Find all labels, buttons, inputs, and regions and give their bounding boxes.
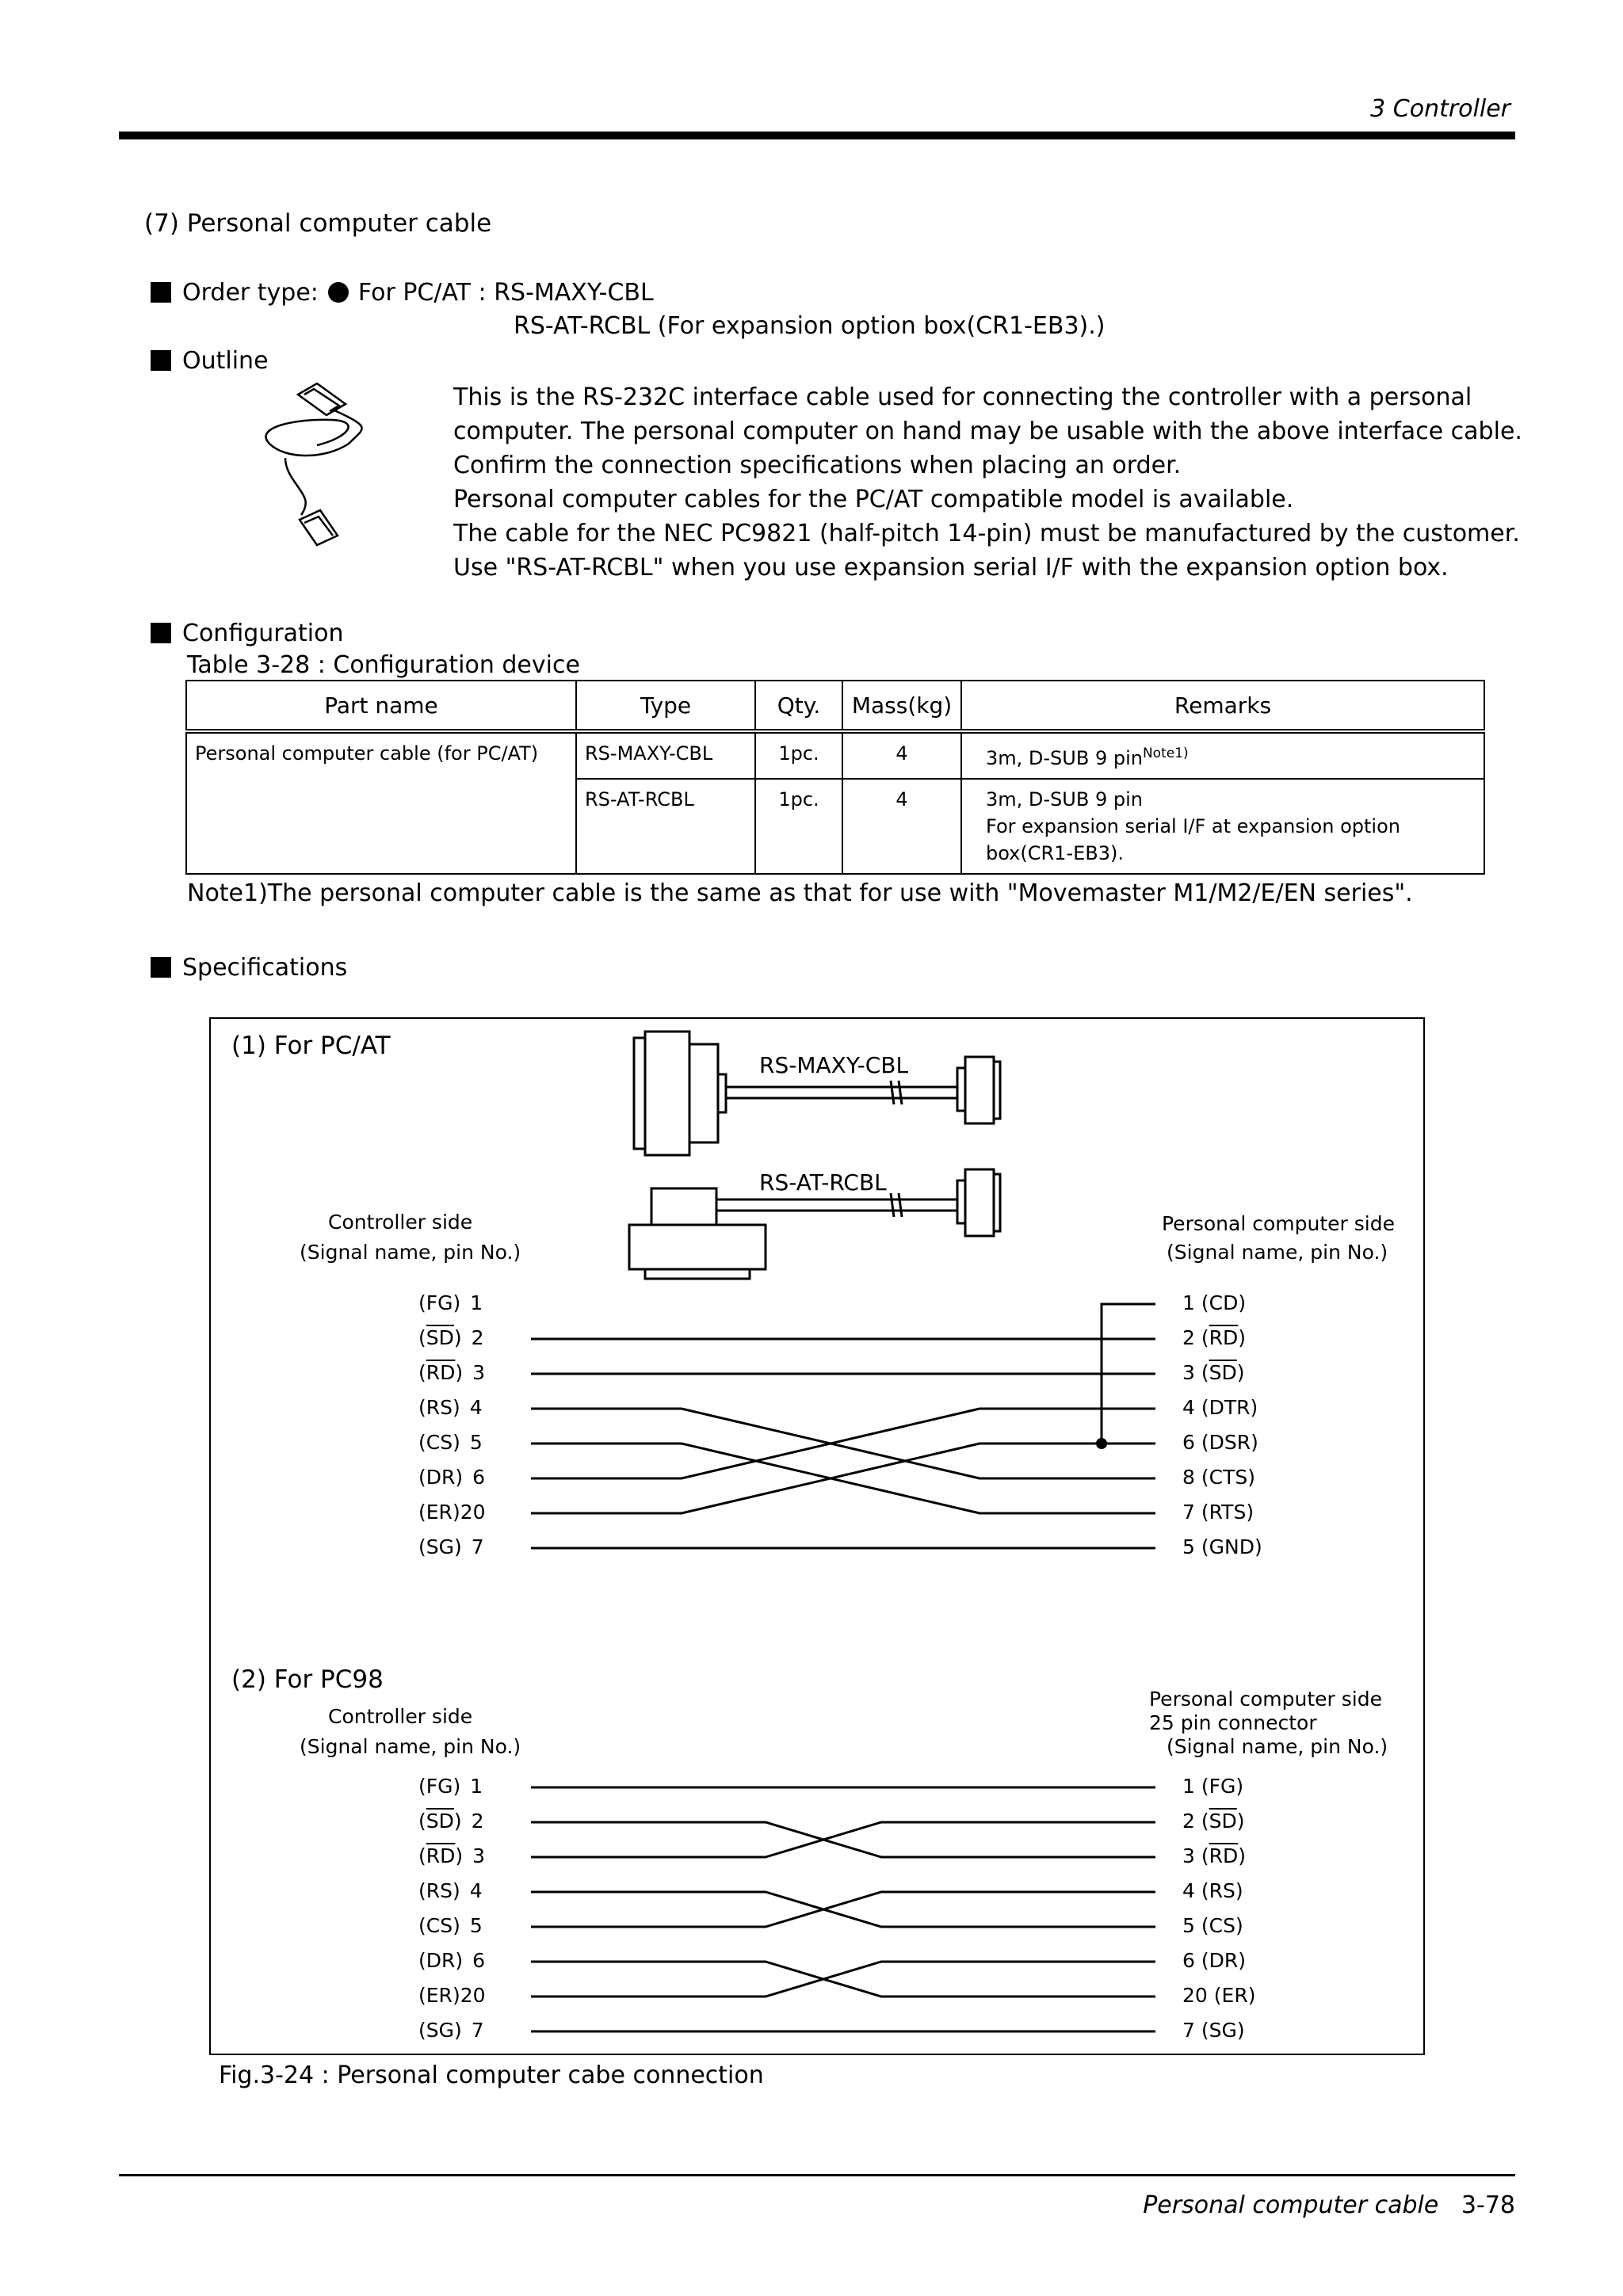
outline-line: Personal computer cables for the PC/AT compatible model is available.	[453, 486, 1294, 513]
pcat-right-pin-label: 1 (CD)	[1182, 1291, 1247, 1314]
pc98-left-pin-label: (FG) 1	[418, 1775, 483, 1798]
pc98-right-pin-label: 6 (DR)	[1182, 1949, 1247, 1972]
pcat-left-pin-label: (ER)20	[418, 1501, 486, 1524]
pcat-left-pin-label: (RS) 4	[418, 1396, 483, 1419]
pcat-right-pin-label: 5 (GND)	[1182, 1535, 1262, 1558]
outline-line: Use "RS-AT-RCBL" when you use expansion serial I/F with the expansion option box.	[453, 554, 1449, 582]
specifications-label: Specifications	[182, 954, 348, 982]
cell-part-name: Personal computer cable (for PC/AT)	[186, 731, 576, 874]
pcat-right-pin-label: 2 $(\overline{RD})$	[1182, 1326, 1247, 1349]
pcat-left-head-1: Controller side	[328, 1211, 473, 1234]
order-item-1: RS-MAXY-CBL	[494, 279, 654, 307]
table-title: Table 3-28 : Configuration device	[187, 651, 580, 679]
pc98-right-pin-label: 20 (ER)	[1182, 1984, 1256, 2007]
pcat-left-pin-label: (CS) 5	[418, 1431, 483, 1454]
cell-mass: 4	[842, 731, 961, 779]
header-qty: Qty.	[755, 681, 842, 731]
pc98-left-pin-label: (RS) 4	[418, 1879, 483, 1902]
cable-illustration	[265, 383, 361, 545]
wire-cross	[531, 1892, 1155, 1927]
pc98-right-head-2: 25 pin connector	[1149, 1711, 1317, 1734]
outline-label: Outline	[182, 347, 269, 375]
wire-cross	[531, 1892, 1155, 1927]
order-item-2: RS-AT-RCBL (For expansion option box(CR1-EB3).)	[514, 312, 1106, 340]
header-type: Type	[576, 681, 755, 731]
wire-cross	[531, 1962, 1155, 1997]
pcat-left-pin-label: $(\overline{SD})$ 2	[418, 1326, 484, 1349]
cell-type: RS-AT-RCBL	[576, 779, 755, 874]
pcat-left-head-2: (Signal name, pin No.)	[300, 1241, 521, 1264]
page-number: 3-78	[1461, 2191, 1515, 2219]
outline-line: This is the RS-232C interface cable used for connecting the controller with a personal	[453, 383, 1472, 411]
pc98-right-pin-label: 1 (FG)	[1182, 1775, 1244, 1798]
pc98-right-pin-label: 3 $(\overline{RD})$	[1182, 1844, 1247, 1867]
pcat-left-pin-label: (FG) 1	[418, 1291, 483, 1314]
pcat-left-pin-label: $(\overline{RD})$ 3	[418, 1361, 486, 1384]
pcat-right-pin-label: 8 (CTS)	[1182, 1466, 1255, 1489]
configuration-label: Configuration	[182, 620, 344, 647]
pc98-left-pin-label: (CS) 5	[418, 1914, 483, 1937]
connector-at-icon	[629, 1169, 1000, 1279]
table-note: Note1)The personal computer cable is the same as that for use with "Movemaster M1/M2/E/EN series".	[187, 879, 1413, 907]
pcat-title: (1) For PC/AT	[231, 1032, 391, 1060]
remarks-note-ref: Note1)	[1142, 746, 1189, 761]
pc98-wiring	[531, 1787, 1155, 2031]
pc98-left-head-2: (Signal name, pin No.)	[300, 1735, 521, 1758]
outline-line: computer. The personal computer on hand may be usable with the above interface cable.	[453, 418, 1522, 445]
cell-qty: 1pc.	[755, 779, 842, 874]
figure-caption: Fig.3-24 : Personal computer cabe connection	[219, 2061, 764, 2089]
header-remarks: Remarks	[961, 681, 1484, 731]
pcat-left-pin-label: (SG) 7	[418, 1535, 484, 1558]
pc98-right-head-3: (Signal name, pin No.)	[1167, 1735, 1388, 1758]
pcat-right-pin-label: 3 $(\overline{SD})$	[1182, 1361, 1245, 1384]
wire-cross	[531, 1962, 1155, 1997]
pc98-right-pin-label: 4 (RS)	[1182, 1879, 1243, 1902]
pcat-wiring	[531, 1304, 1155, 1548]
outline-line: The cable for the NEC PC9821 (half-pitch 14-pin) must be manufactured by the customer.	[453, 520, 1520, 547]
wire-cross	[531, 1822, 1155, 1857]
chapter-header: 3 Controller	[1370, 95, 1510, 123]
cell-type: RS-MAXY-CBL	[576, 731, 755, 779]
cell-mass: 4	[842, 779, 961, 874]
pc98-left-pin-label: (SG) 7	[418, 2019, 484, 2042]
pcat-right-pin-label: 4 (DTR)	[1182, 1396, 1258, 1419]
header-part-name: Part name	[186, 681, 576, 731]
connector-maxy-icon	[634, 1032, 1000, 1155]
pcat-right-head-1: Personal computer side	[1162, 1212, 1395, 1235]
remarks-text: 3m, D-SUB 9 pin	[986, 788, 1143, 810]
pc98-right-head-1: Personal computer side	[1149, 1688, 1382, 1711]
cable-label-at: RS-AT-RCBL	[759, 1169, 887, 1196]
pcat-right-pin-label: 7 (RTS)	[1182, 1501, 1254, 1524]
pcat-right-head-2: (Signal name, pin No.)	[1167, 1241, 1388, 1264]
section-title: (7) Personal computer cable	[144, 209, 492, 238]
pc98-left-pin-label: (ER)20	[418, 1984, 486, 2007]
pc98-left-pin-label: $(\overline{RD})$ 3	[418, 1844, 486, 1867]
remarks-text-2: For expansion serial I/F at expansion option box(CR1-EB3).	[986, 815, 1400, 864]
pc98-title: (2) For PC98	[231, 1665, 384, 1694]
cable-label-maxy: RS-MAXY-CBL	[759, 1052, 909, 1078]
order-prefix: For PC/AT :	[357, 279, 495, 307]
cell-qty: 1pc.	[755, 731, 842, 779]
pc98-left-pin-label: (DR) 6	[418, 1949, 486, 1972]
pcat-right-pin-label: 6 (DSR)	[1182, 1431, 1258, 1454]
remarks-text: 3m, D-SUB 9 pin	[986, 747, 1143, 769]
outline-line: Confirm the connection specifications when placing an order.	[453, 452, 1182, 479]
junction-dot	[1096, 1438, 1107, 1449]
pc98-right-pin-label: 7 (SG)	[1182, 2019, 1245, 2042]
header-mass: Mass(kg)	[842, 681, 961, 731]
pc98-right-pin-label: 5 (CS)	[1182, 1914, 1243, 1937]
pc98-left-head-1: Controller side	[328, 1705, 473, 1728]
footer-title: Personal computer cable	[1143, 2191, 1439, 2219]
pc98-right-pin-label: 2 $(\overline{SD})$	[1182, 1810, 1245, 1833]
order-label: Order type:	[182, 279, 319, 307]
pcat-left-pin-label: (DR) 6	[418, 1466, 486, 1489]
wire-cross	[531, 1822, 1155, 1857]
pc98-left-pin-label: $(\overline{SD})$ 2	[418, 1810, 484, 1833]
